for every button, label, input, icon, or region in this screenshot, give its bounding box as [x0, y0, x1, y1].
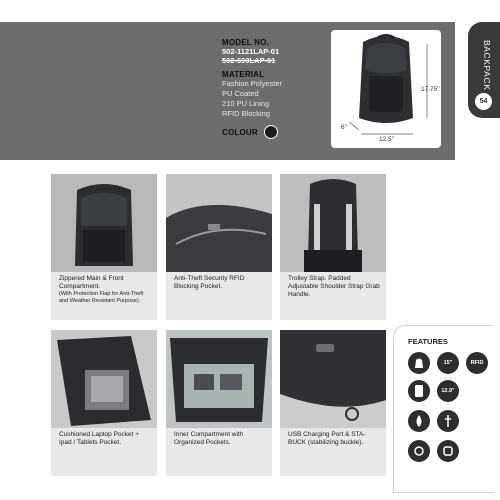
material-item: PU Coated [222, 89, 259, 98]
rfid-icon: RFID [466, 352, 488, 374]
material-item: RFID Blocking [222, 109, 270, 118]
phone-icon [408, 380, 430, 402]
model-number: 502-1121LAP-01 [222, 47, 280, 56]
depth-dimension: 6" [341, 124, 347, 131]
backpack-icon [408, 352, 430, 374]
model-heading: MODEL NO. [222, 38, 269, 47]
features-title: FEATURES [408, 337, 448, 346]
tablet-12-9-icon: 12.9" [437, 380, 459, 402]
backpack-front-image [51, 174, 157, 272]
water-drop-icon [408, 410, 430, 432]
height-dimension: 17.75" [421, 86, 440, 93]
feature-tile [280, 330, 386, 476]
feature-tile [51, 174, 157, 320]
feature-tile [280, 174, 386, 320]
feature-tile [51, 330, 157, 476]
material-item: Fashion Polyester [222, 79, 283, 88]
tile-caption: USB Charging Port & STA-BUCK (stabilizing buckle). [288, 431, 366, 446]
product-spec [222, 38, 332, 139]
page-number: 54 [475, 93, 492, 110]
usb-icon [437, 410, 459, 432]
tile-caption: Zippered Main & Front Compartment. [59, 275, 124, 290]
tile-caption: Cushioned Laptop Pocket + Ipad / Tablets Pocket. [59, 431, 140, 446]
laptop-15-icon: 15" [437, 352, 459, 374]
laptop-pocket-image [51, 330, 157, 428]
category-label: BACKPACK [482, 39, 492, 91]
tile-caption: Trolley Strap. Padded Adjustable Shoulder Strap Grab Handle. [288, 275, 380, 298]
rfid-pocket-image [166, 174, 272, 272]
material-heading: MATERIAL [222, 70, 265, 79]
model-number-old: 502-690LAP-01 [222, 56, 276, 65]
tile-caption: Inner Compartment with Organized Pockets. [174, 431, 244, 446]
anti-theft-icon [408, 440, 430, 462]
buckle-icon [437, 440, 459, 462]
colour-swatch[interactable] [264, 125, 278, 139]
tile-caption: Anti-Theft Security RFID Blocking Pocket. [174, 275, 245, 290]
usb-port-image [280, 330, 386, 428]
colour-heading: COLOUR [222, 127, 258, 137]
features-panel [393, 325, 494, 493]
feature-tile [166, 174, 272, 320]
hero-product-card [331, 30, 441, 148]
inner-compartment-image [166, 330, 272, 428]
material-item: 210 PU Lining [222, 99, 270, 108]
colour-row [222, 125, 332, 139]
feature-tile [166, 330, 272, 476]
tile-note: (With Protection Flap for Anti-Theft and Weather Resistant Purpose). [59, 291, 144, 304]
trolley-strap-image [280, 174, 386, 272]
width-dimension: 12.5" [379, 136, 394, 143]
